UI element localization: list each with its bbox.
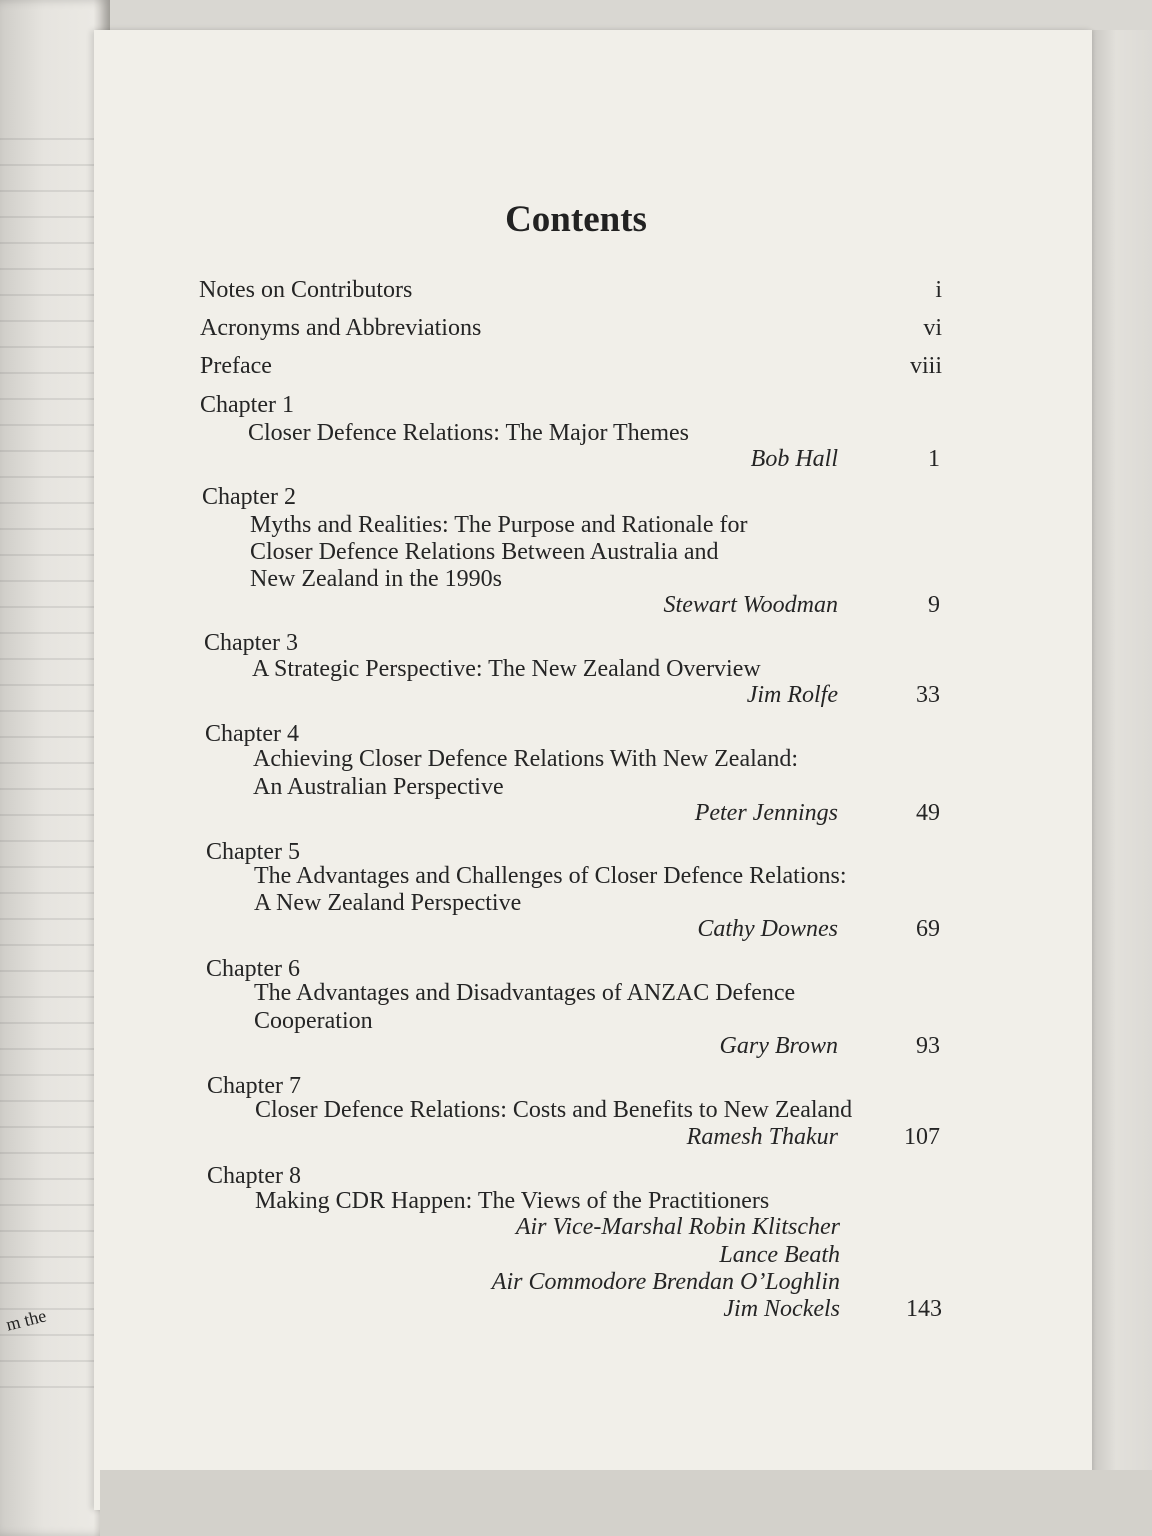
chapter-title-line: Making CDR Happen: The Views of the Practitioners	[255, 1188, 770, 1214]
chapter-author: Peter Jennings	[694, 800, 838, 826]
chapter-page: 69	[916, 916, 940, 942]
chapter-author: Gary Brown	[719, 1033, 838, 1059]
page-stack-edge	[1092, 30, 1152, 1470]
toc-entry-page: viii	[909, 353, 942, 379]
chapter-title-line: New Zealand in the 1990s	[250, 566, 502, 592]
chapter-title-line: Closer Defence Relations Between Australia and	[250, 539, 719, 565]
chapter-title-line: The Advantages and Disadvantages of ANZAC Defence	[254, 980, 796, 1006]
page-title: Contents	[505, 199, 647, 240]
chapter-number: Chapter 4	[205, 721, 299, 747]
chapter-title-line: Cooperation	[254, 1008, 373, 1034]
chapter-number: Chapter 7	[207, 1073, 301, 1099]
toc-entry-label: Acronyms and Abbreviations	[200, 315, 482, 341]
toc-entry-page: i	[935, 277, 942, 303]
chapter-number: Chapter 1	[200, 392, 294, 418]
toc-entry-label: Preface	[200, 353, 272, 379]
chapter-author: Lance Beath	[719, 1242, 840, 1268]
toc-entry-page: vi	[923, 315, 942, 341]
chapter-page: 1	[928, 446, 940, 472]
chapter-number: Chapter 6	[206, 956, 300, 982]
chapter-author: Jim Rolfe	[746, 682, 838, 708]
chapter-title-line: Closer Defence Relations: The Major Themes	[248, 420, 689, 446]
table-surface	[100, 1470, 1152, 1536]
chapter-title-line: A Strategic Perspective: The New Zealand Overview	[252, 656, 761, 682]
chapter-page: 93	[916, 1033, 940, 1059]
chapter-page: 143	[906, 1296, 942, 1322]
chapter-author: Air Commodore Brendan O’Loghlin	[491, 1269, 840, 1295]
chapter-title-line: Closer Defence Relations: Costs and Benefits to New Zealand	[255, 1097, 853, 1123]
facing-page-text-fragment: m the	[4, 1305, 49, 1335]
chapter-title-line: An Australian Perspective	[253, 774, 504, 800]
chapter-title-line: Myths and Realities: The Purpose and Rationale for	[250, 512, 748, 538]
chapter-title-line: A New Zealand Perspective	[254, 890, 522, 916]
chapter-author: Jim Nockels	[723, 1296, 840, 1322]
chapter-title-line: Achieving Closer Defence Relations With New Zealand:	[253, 746, 799, 772]
chapter-number: Chapter 3	[204, 630, 298, 656]
chapter-author: Bob Hall	[750, 446, 838, 472]
chapter-author: Cathy Downes	[697, 916, 838, 942]
chapter-page: 49	[916, 800, 940, 826]
chapter-page: 107	[904, 1124, 940, 1150]
toc-entry-label: Notes on Contributors	[199, 277, 413, 303]
show-through-text	[0, 120, 100, 1400]
chapter-number: Chapter 8	[207, 1163, 301, 1189]
chapter-title-line: The Advantages and Challenges of Closer Defence Relations:	[254, 863, 847, 889]
chapter-page: 33	[916, 682, 940, 708]
chapter-number: Chapter 5	[206, 839, 300, 865]
chapter-page: 9	[928, 592, 940, 618]
chapter-author: Air Vice-Marshal Robin Klitscher	[515, 1214, 840, 1240]
chapter-author: Ramesh Thakur	[686, 1124, 838, 1150]
chapter-number: Chapter 2	[202, 484, 296, 510]
chapter-author: Stewart Woodman	[663, 592, 838, 618]
